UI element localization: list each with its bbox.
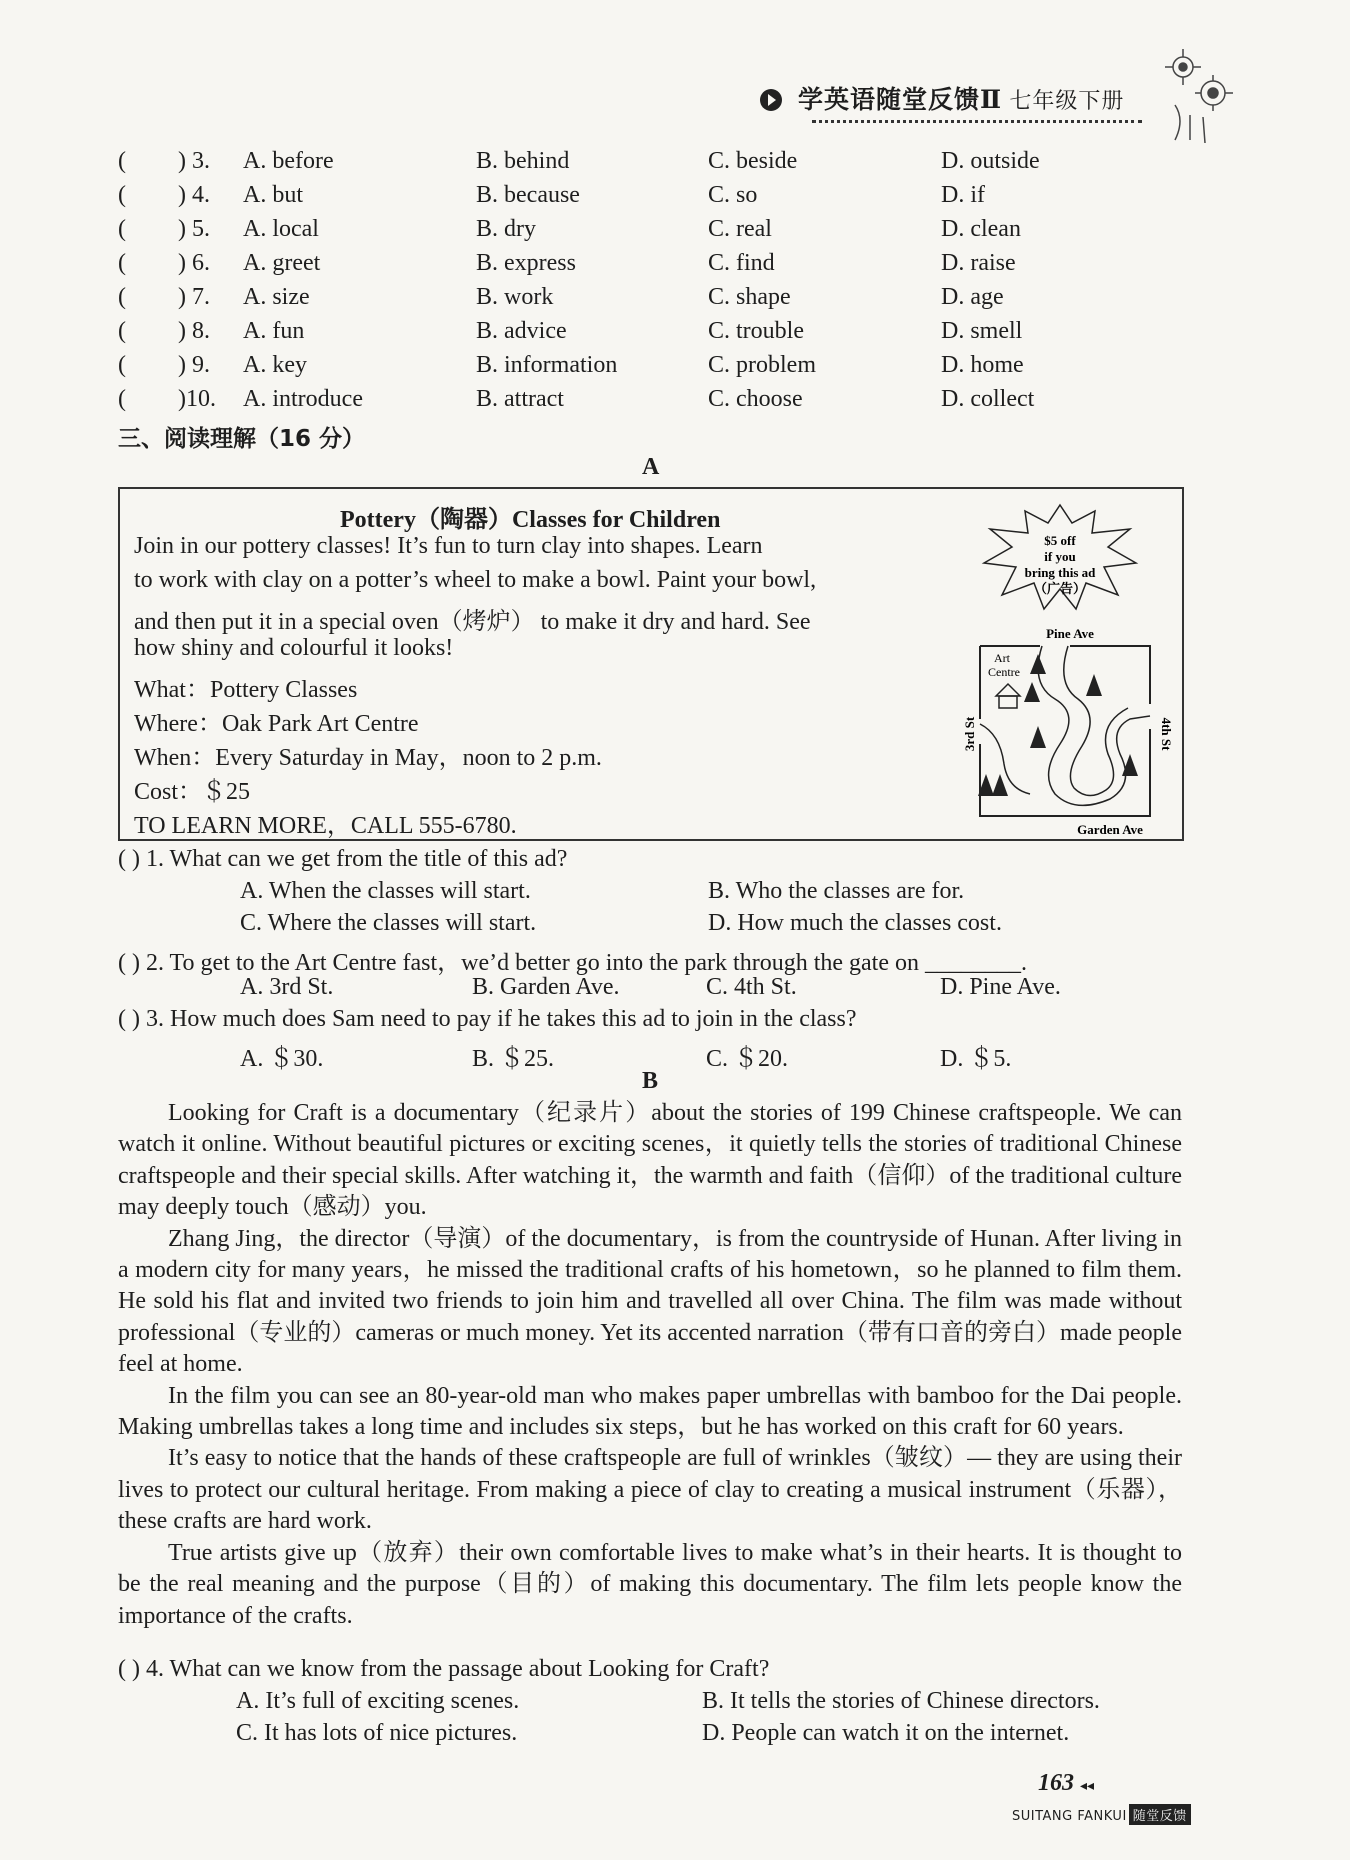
map-label-3rd-st: 3rd St (962, 716, 977, 752)
badge-line: （广告） (1033, 581, 1087, 596)
ad-line: Where：Oak Park Art Centre (134, 711, 419, 737)
q1-option-a: A. When the classes will start. (240, 878, 531, 904)
q3-option-a: A. ＄30. (240, 1046, 324, 1072)
map-label-art-centre: Art (994, 651, 1010, 665)
question-3-stem: ( ) 3. How much does Sam need to pay if he takes this ad to join in the class? (118, 1006, 857, 1032)
q1-option-c: C. Where the classes will start. (240, 910, 537, 936)
q2-option-b: B. Garden Ave. (472, 974, 620, 1000)
header-divider (812, 120, 1142, 123)
running-header (760, 80, 1124, 116)
q3-option-c: C. ＄20. (706, 1046, 789, 1072)
book-title: 学英语随堂反馈Ⅱ (798, 87, 1003, 114)
book-subtitle: 七年级下册 (1009, 88, 1125, 113)
q4-option-c: C. It has lots of nice pictures. (236, 1720, 518, 1746)
q3-option-d: D. ＄5. (940, 1046, 1012, 1072)
q2-option-c: C. 4th St. (706, 974, 797, 1000)
passage-paragraph: Looking for Craft is a documentary（纪录片）about the stories of 199 Chinese craftspeople. We can watch it online. Without beautiful pictures or exciting scenes，it quietly tells the stories of traditional Chinese craftspeople and their special skills. After watching it，the warmth and faith（信仰）of the traditional culture may deeply touch（感动）you. (118, 1100, 1182, 1221)
ad-line: When：Every Saturday in May，noon to 2 p.m. (134, 745, 602, 771)
q4-option-a: A. It’s full of exciting scenes. (236, 1688, 520, 1714)
question-1-stem: ( ) 1. What can we get from the title of this ad? (118, 846, 568, 872)
question-2-stem: ( ) 2. To get to the Art Centre fast，we’d better go into the park through the gate on ________. (118, 950, 1027, 976)
ad-title: Pottery（陶器）Classes for Children (340, 507, 721, 533)
q1-option-d: D. How much the classes cost. (708, 910, 1002, 936)
ad-line: how shiny and colourful it looks! (134, 635, 454, 661)
q3-option-b: B. ＄25. (472, 1046, 555, 1072)
q2-option-d: D. Pine Ave. (940, 974, 1061, 1000)
passage-b (118, 1098, 1182, 1632)
map-label-4th-st: 4th St (1159, 717, 1174, 751)
map-label-pine-ave: Pine Ave (1046, 626, 1094, 641)
footer-brand: SUITANG FANKUI 随堂反馈 (1012, 1804, 1191, 1825)
q4-option-b: B. It tells the stories of Chinese directors. (702, 1688, 1100, 1714)
q1-option-b: B. Who the classes are for. (708, 878, 965, 904)
passage-paragraph: Zhang Jing，the director（导演）of the documentary，is from the countryside of Hunan. After living in a modern city for many years，he missed the traditional crafts of his hometown，so he planned to film them. He sold his flat and invited two friends to join him and travelled all over China. The film was made without professional（专业的）cameras or much money. Yet its accented narration（带有口音的旁白）made people feel at home. (118, 1225, 1182, 1378)
passage-paragraph: It’s easy to notice that the hands of these craftspeople are full of wrinkles（皱纹）— they are using their lives to protect our cultural heritage. From making a piece of clay to creating a musical instrument（乐器），these crafts are hard work. (118, 1445, 1182, 1535)
ad-line: What：Pottery Classes (134, 677, 358, 703)
ad-line: Cost：＄25 (134, 779, 251, 805)
question-4-stem: ( ) 4. What can we know from the passage about Looking for Craft? (118, 1656, 770, 1682)
badge-line: $5 off (1044, 533, 1076, 548)
arrow-icon: ◂◂ (1080, 1779, 1095, 1794)
badge-line: if you (1044, 549, 1076, 564)
ad-line: to work with clay on a potter’s wheel to make a bowl. Paint your bowl, (134, 567, 817, 593)
part-a-label: A (642, 454, 660, 480)
art-centre-house-icon (996, 684, 1020, 708)
discount-badge (980, 503, 1140, 613)
map-label-garden-ave: Garden Ave (1077, 822, 1143, 837)
play-icon (760, 89, 782, 111)
badge-line: bring this ad (1024, 565, 1096, 580)
pottery-ad (118, 487, 1184, 841)
passage-paragraph: True artists give up（放弃）their own comfortable lives to make what’s in their hearts. It is thought to be the real meaning and the purpose（目的）of making this documentary. The film lets people know the importance of the crafts. (118, 1539, 1182, 1629)
park-map (960, 624, 1175, 839)
q4-option-d: D. People can watch it on the internet. (702, 1720, 1070, 1746)
part-b-label: B (642, 1068, 659, 1094)
section-title: 三、阅读理解（16 分） (118, 426, 366, 452)
ad-line: and then put it in a special oven（烤炉） to make it dry and hard. See (134, 609, 811, 635)
ad-line: TO LEARN MORE，CALL 555-6780. (134, 813, 517, 839)
q2-option-a: A. 3rd St. (240, 974, 334, 1000)
map-label-art-centre: Centre (988, 665, 1020, 679)
flower-decoration-icon (1155, 45, 1245, 145)
ad-line: Join in our pottery classes! It’s fun to turn clay into shapes. Learn (134, 533, 763, 559)
passage-paragraph: In the film you can see an 80-year-old man who makes paper umbrellas with bamboo for the Dai people. Making umbrellas takes a long time and includes six steps，but he has worked on this craft for 60 years. (118, 1382, 1182, 1441)
page-number: 163 ◂◂ (1038, 1770, 1095, 1796)
